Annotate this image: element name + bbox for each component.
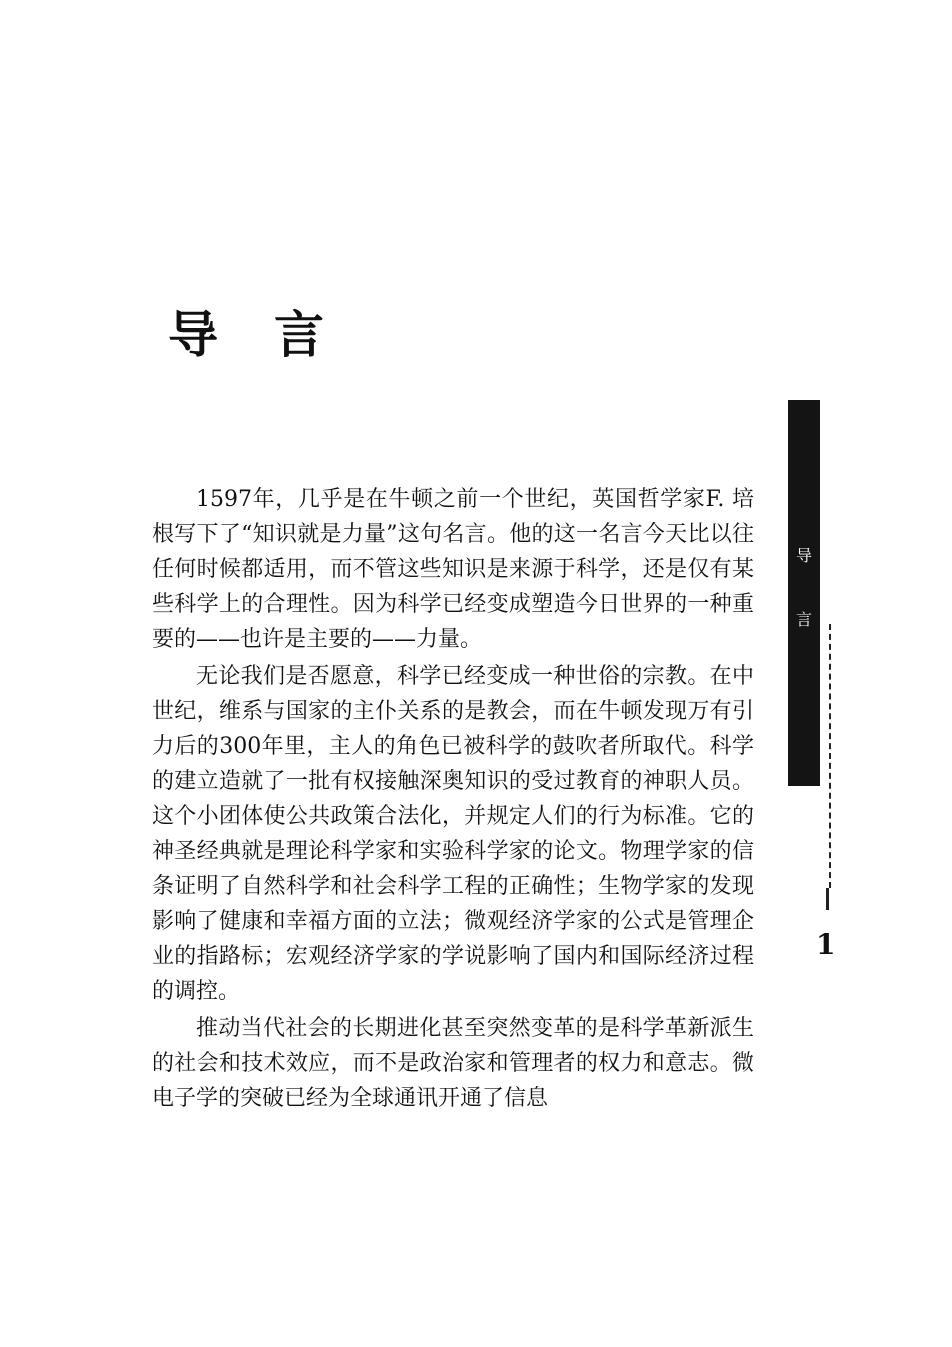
paragraph-3: 推动当代社会的长期进化甚至突然变革的是科学革新派生的社会和技术效应，而不是政治家和管理者的权力和意志。微电子学的突破已经为全球通讯开通了信息 [152,1016,754,1111]
side-tab-char-2: 言 [795,610,812,629]
page-number: 1 [816,928,836,961]
margin-rule-end [826,888,829,910]
chapter-title: 导言 [168,306,380,364]
chapter-side-tab [788,400,820,786]
paragraph-1: 1597年，几乎是在牛顿之前一个世纪，英国哲学家F. 培根写下了“知识就是力量”这句名言。他的这一名言今天比以往任何时候都适用，而不管这些知识是来源于科学，还是仅有某些科学上的合理性。因为科学已经变成塑造今日世界的一种重要的——也许是主要的——力量。 [152,487,754,652]
body-text [152,482,754,1118]
paragraph-2: 无论我们是否愿意，科学已经变成一种世俗的宗教。在中世纪，维系与国家的主仆关系的是教会，而在牛顿发现万有引力后的300年里，主人的角色已被科学的鼓吹者所取代。科学的建立造就了一批有权接触深奥知识的受过教育的神职人员。这个小团体使公共政策合法化，并规定人们的行为标准。它的神圣经典就是理论科学家和实验科学家的论文。物理学家的信条证明了自然科学和社会科学工程的正确性；生物学家的发现影响了健康和幸福方面的立法；微观经济学家的公式是管理企业的指路标；宏观经济学家的学说影响了国内和国际经济过程的调控。 [152,664,754,1004]
margin-dashed-rule [829,624,831,888]
side-tab-char-1: 导 [795,546,812,565]
